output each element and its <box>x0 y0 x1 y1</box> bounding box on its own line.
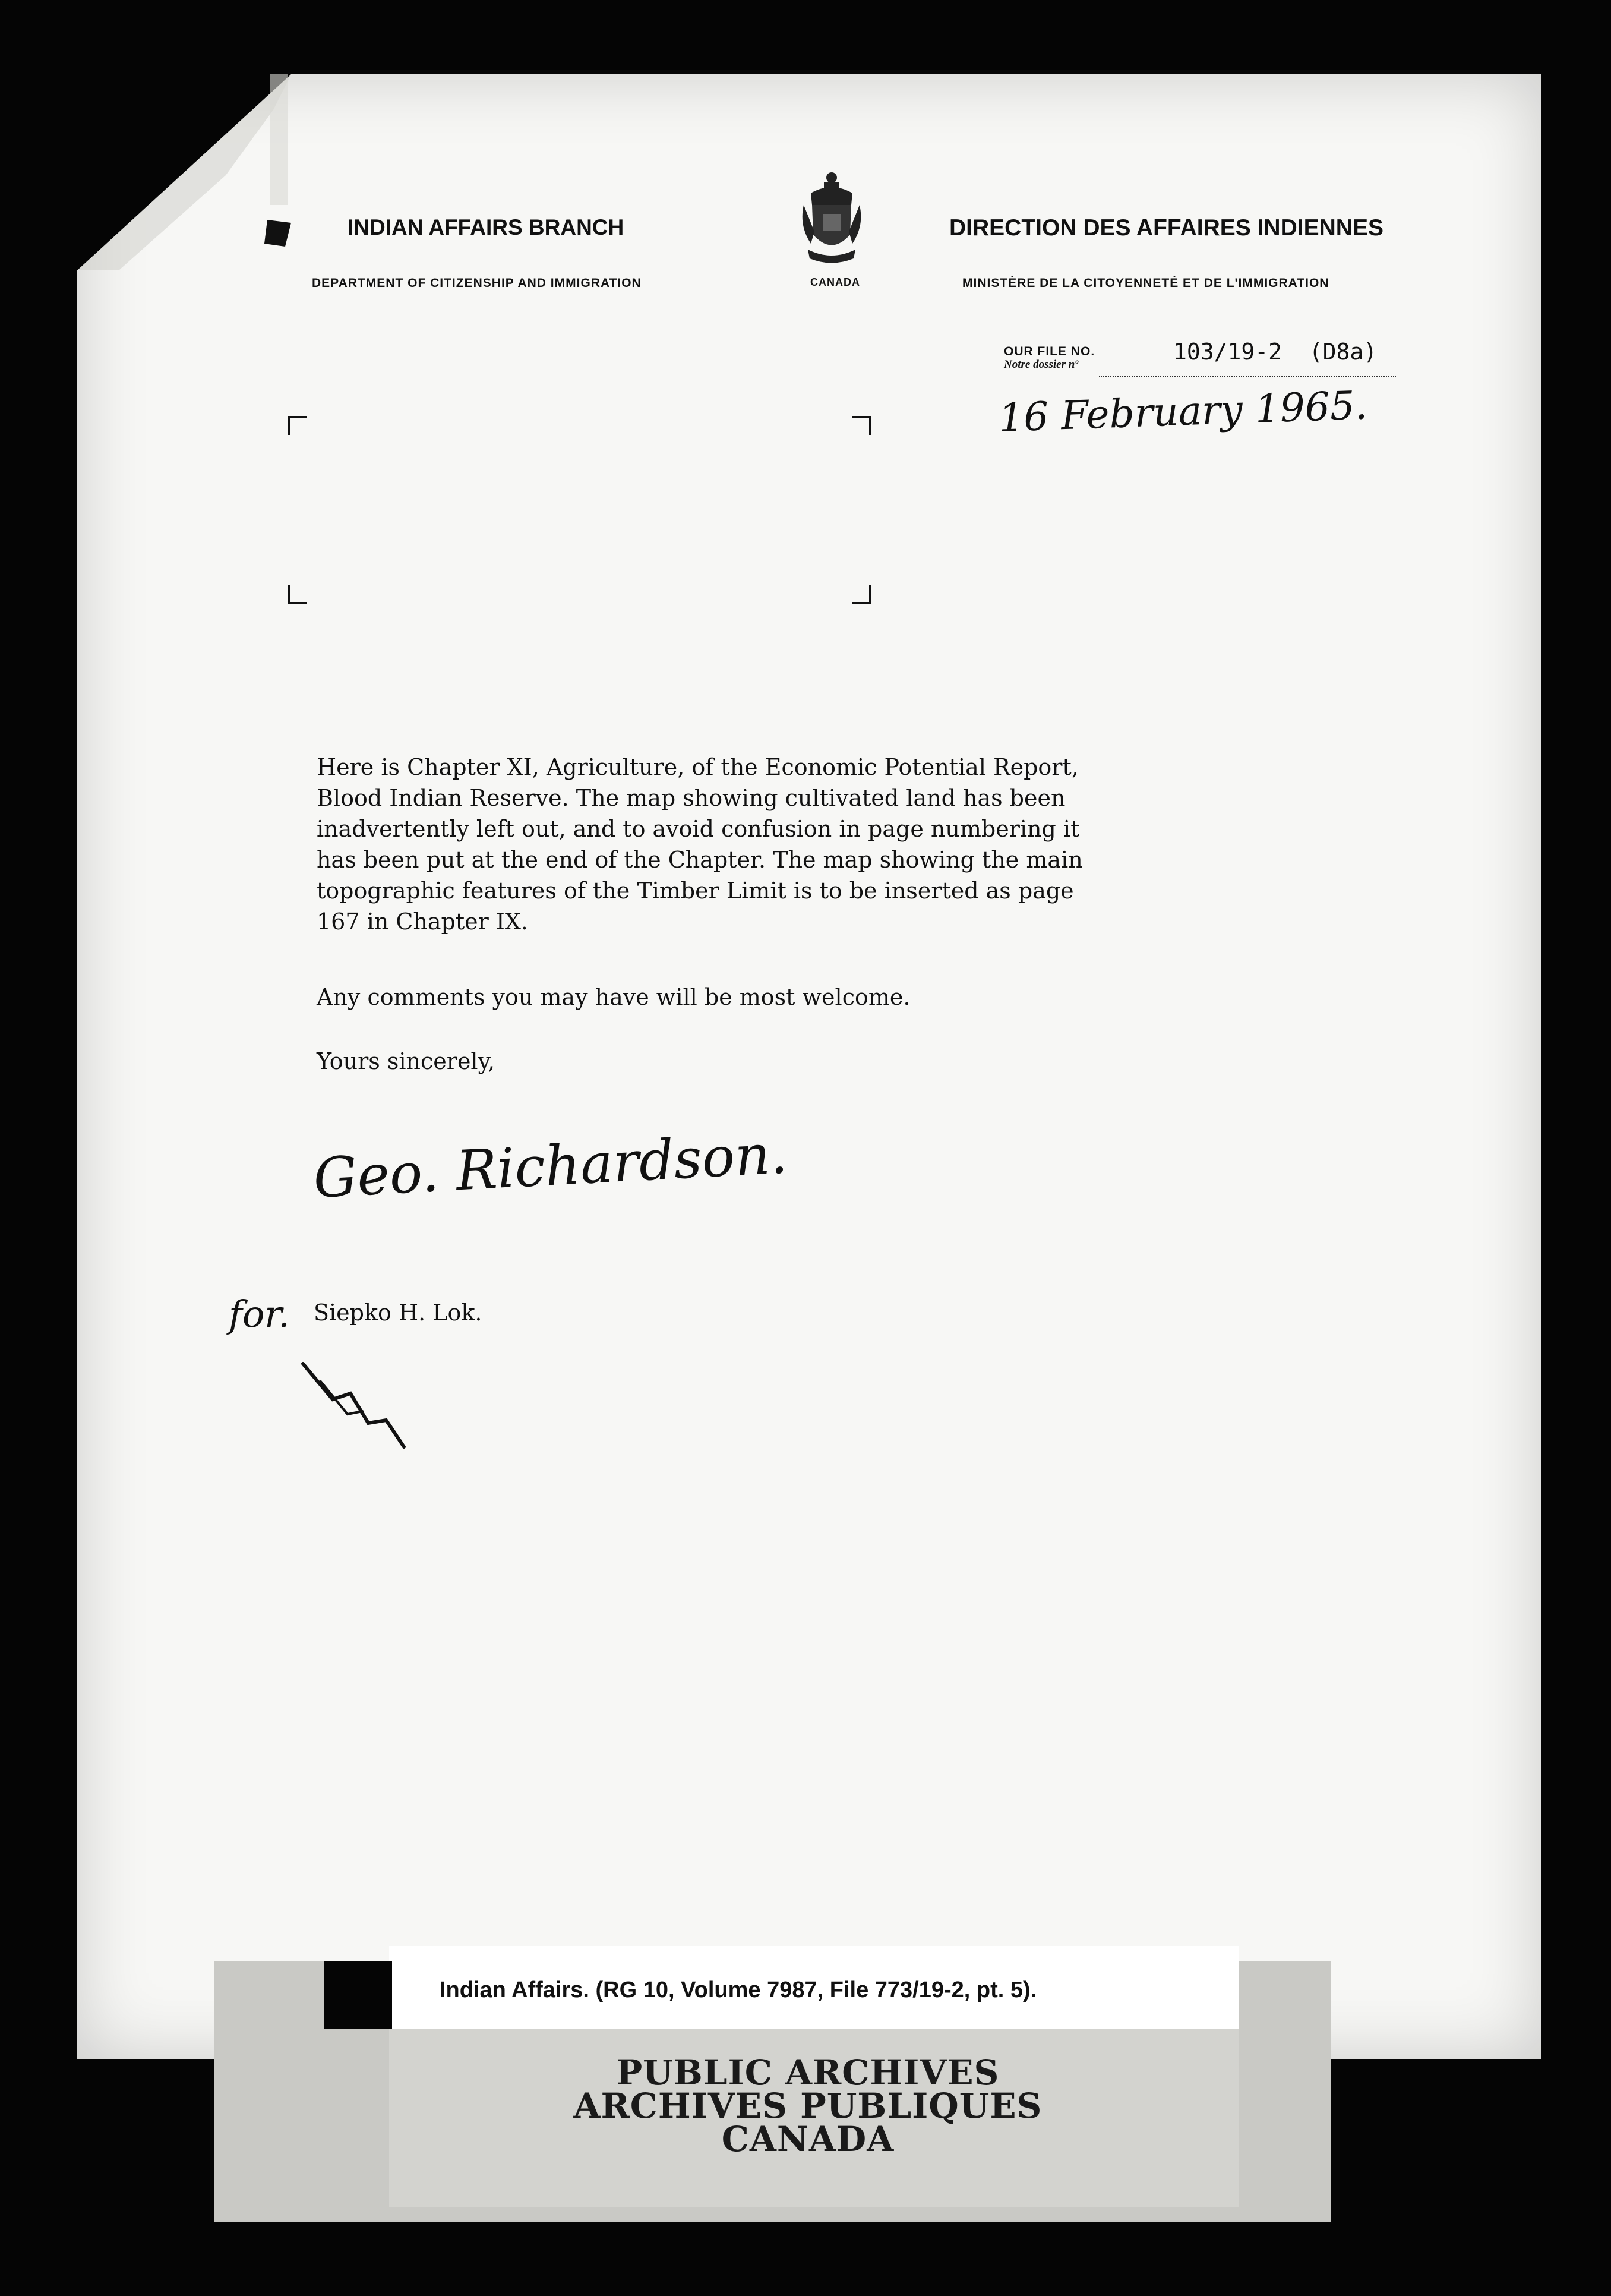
stamp-line-2: ARCHIVES PUBLIQUES <box>573 2086 1043 2126</box>
file-number-label-en: OUR FILE NO. <box>1004 345 1095 358</box>
body-paragraph-2: Any comments you may have will be most welcome. <box>317 984 911 1010</box>
letter-page <box>77 74 1541 2059</box>
body-paragraph-1 <box>317 752 1083 937</box>
archive-stamp <box>523 2052 1093 2159</box>
file-number-label-fr: Notre dossier nº <box>1004 358 1078 371</box>
file-number-rule <box>1099 376 1396 377</box>
letterhead-right-subtitle: MINISTÈRE DE LA CITOYENNETÉ ET DE L'IMMIGRATION <box>962 276 1329 290</box>
folded-corner <box>77 74 303 282</box>
address-bracket-top-left <box>288 416 307 435</box>
body-line: has been put at the end of the Chapter. The map showing the main <box>317 847 1083 873</box>
letterhead-left-title: INDIAN AFFAIRS BRANCH <box>348 215 624 239</box>
file-number: 103/19-2 (D8a) <box>1173 339 1378 365</box>
body-line: inadvertently left out, and to avoid confusion in page numbering it <box>317 816 1080 842</box>
canada-crest-icon <box>799 169 864 270</box>
crest-caption: CANADA <box>810 276 860 288</box>
signatory-name: Siepko H. Lok. <box>314 1300 482 1326</box>
address-bracket-bottom-left <box>288 585 307 604</box>
initials-mark <box>297 1358 410 1453</box>
body-line: 167 in Chapter IX. <box>317 909 528 935</box>
body-line: topographic features of the Timber Limit is to be inserted as page <box>317 878 1074 904</box>
closing: Yours sincerely, <box>317 1048 495 1074</box>
archive-reference: Indian Affairs. (RG 10, Volume 7987, File 773/19-2, pt. 5). <box>440 1978 1037 2002</box>
body-line: Here is Chapter XI, Agriculture, of the Economic Potential Report, <box>317 754 1079 780</box>
stamp-line-1: PUBLIC ARCHIVES <box>616 2052 1000 2093</box>
body-line: Blood Indian Reserve. The map showing cultivated land has been <box>317 785 1066 811</box>
address-bracket-bottom-right <box>852 585 871 604</box>
letterhead-right-title: DIRECTION DES AFFAIRES INDIENNES <box>949 215 1383 241</box>
handwritten-date: 16 February 1965. <box>998 382 1368 441</box>
stamp-line-3: CANADA <box>721 2119 895 2159</box>
archive-strip-notch <box>324 1961 392 2029</box>
letterhead-left-subtitle: DEPARTMENT OF CITIZENSHIP AND IMMIGRATION <box>312 276 642 290</box>
address-bracket-top-right <box>852 416 871 435</box>
handwritten-signature: Geo. Richardson. <box>312 1122 789 1210</box>
handwritten-for: for. <box>229 1292 290 1336</box>
